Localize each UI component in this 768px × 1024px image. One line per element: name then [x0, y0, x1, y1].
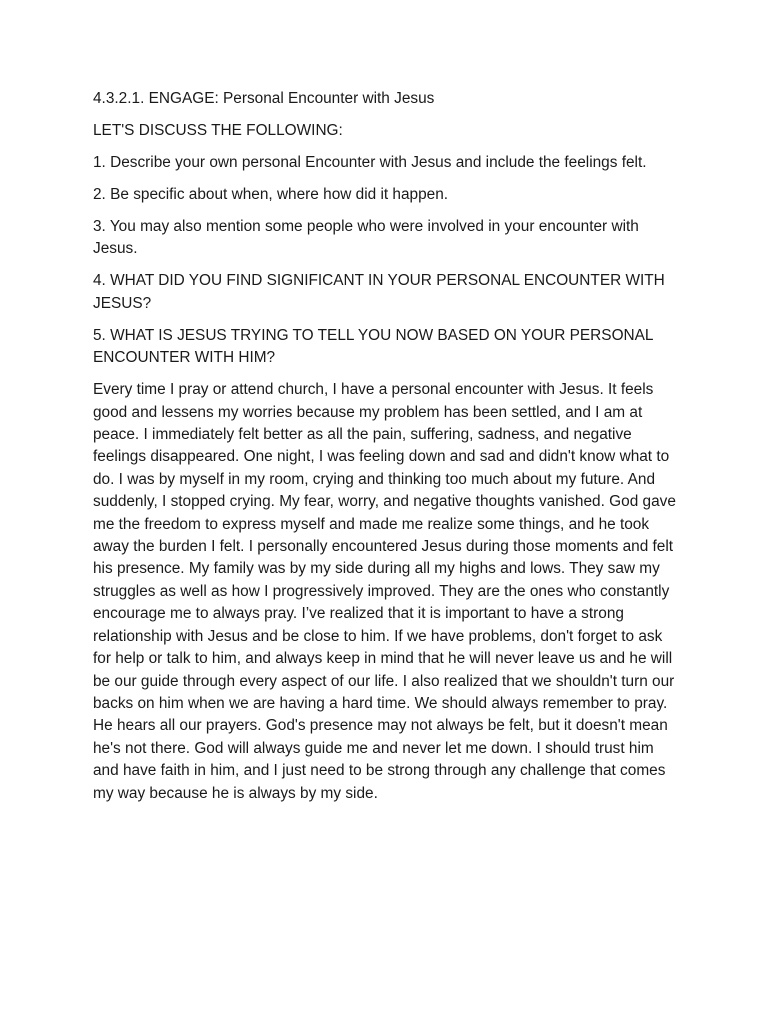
question-3: 3. You may also mention some people who were involved in your encounter with Jesus.: [93, 218, 639, 258]
question-5: 5. WHAT IS JESUS TRYING TO TELL YOU NOW BASED ON YOUR PERSONAL ENCOUNTER WITH HIM?: [93, 326, 653, 367]
document-page: [93, 88, 683, 815]
answer-paragraph: Every time I pray or attend church, I have a personal encounter with Jesus. It feels good and lessens my worries because my problem has been settled, and I am at peace. I immediately felt better as all the pain, suffering, sadness, and negative feelings disappeared. One night, I was feeling down and sad and didn't know what to do. I was by myself in my room, crying and thinking too much about my future. And suddenly, I stopped crying. My fear, worry, and negative thoughts vanished. God gave me the freedom to express myself and made me realize some things, and he took away the burden I felt. I personally encountered Jesus during those moments and felt his presence. My family was by my side during all my highs and lows. They saw my struggles as well as how I progressively improved. They are the ones who constantly encourage me to always pray. I’ve realized that it is important to have a strong relationship with Jesus and be close to him. If we have problems, don't forget to ask for help or talk to him, and always keep in mind that he will never leave us and he will be our guide through every aspect of our life. I also realized that we shouldn't turn our backs on him when we are having a hard time. We should always remember to pray. He hears all our prayers. God's presence may not always be felt, but it doesn't mean he's not there. God will always guide me and never let me down. I should trust him and have faith in him, and I just need to be strong through any challenge that comes my way because he is always by my side.: [93, 381, 676, 802]
discussion-instruction: LET'S DISCUSS THE FOLLOWING:: [93, 122, 343, 139]
question-4: 4. WHAT DID YOU FIND SIGNIFICANT IN YOUR PERSONAL ENCOUNTER WITH JESUS?: [93, 272, 665, 312]
section-title: 4.3.2.1. ENGAGE: Personal Encounter with Jesus: [93, 90, 435, 107]
question-1: 1. Describe your own personal Encounter with Jesus and include the feelings felt.: [93, 154, 647, 171]
question-2: 2. Be specific about when, where how did it happen.: [93, 186, 449, 203]
